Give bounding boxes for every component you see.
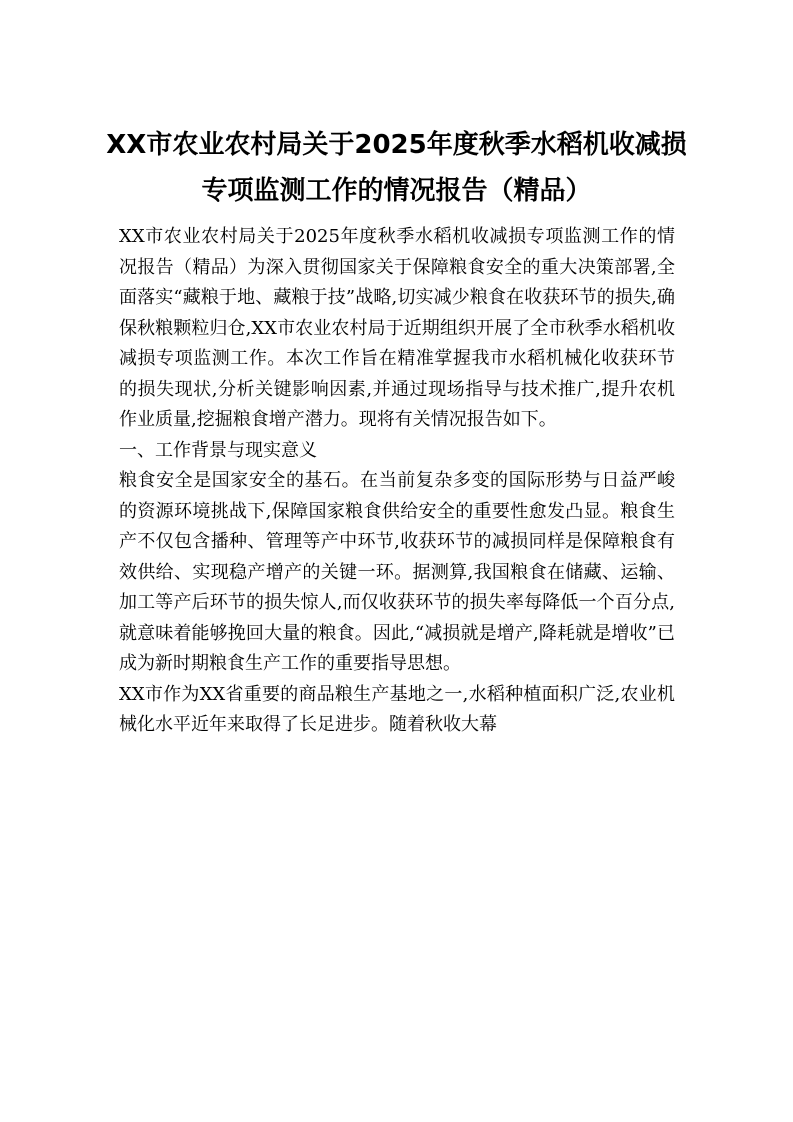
- document-body: [119, 222, 675, 741]
- document-title: XX市农业农村局关于2025年度秋季水稻机收减损专项监测工作的情况报告（精品）: [106, 130, 687, 206]
- section-heading: 一、工作背景与现实意义: [119, 439, 317, 461]
- city-paragraph: XX市作为XX省重要的商品粮生产基地之一,水稻种植面积广泛,农业机械化水平近年来取得了长足进步。随着秋收大幕: [119, 683, 675, 735]
- background-paragraph: 粮食安全是国家安全的基石。在当前复杂多变的国际形势与日益严峻的资源环境挑战下,保障国家粮食供给安全的重要性愈发凸显。粮食生产不仅包含播种、管理等产中环节,收获环节的减损同样是保障粮食有效供给、实现稳产增产的关键一环。据测算,我国粮食在储藏、运输、加工等产后环节的损失惊人,而仅收获环节的损失率每降低一个百分点,就意味着能够挽回大量的粮食。因此,“减损就是增产,降耗就是增收”已成为新时期粮食生产工作的重要指导思想。: [119, 470, 675, 674]
- intro-paragraph: XX市农业农村局关于2025年度秋季水稻机收减损专项监测工作的情况报告（精品）为深入贯彻国家关于保障粮食安全的重大决策部署,全面落实“藏粮于地、藏粮于技”战略,切实减少粮食在收获环节的损失,确保秋粮颗粒归仓,XX市农业农村局于近期组织开展了全市秋季水稻机收减损专项监测工作。本次工作旨在精准掌握我市水稻机械化收获环节的损失现状,分析关键影响因素,并通过现场指导与技术推广,提升农机作业质量,挖掘粮食增产潜力。现将有关情况报告如下。: [119, 226, 675, 430]
